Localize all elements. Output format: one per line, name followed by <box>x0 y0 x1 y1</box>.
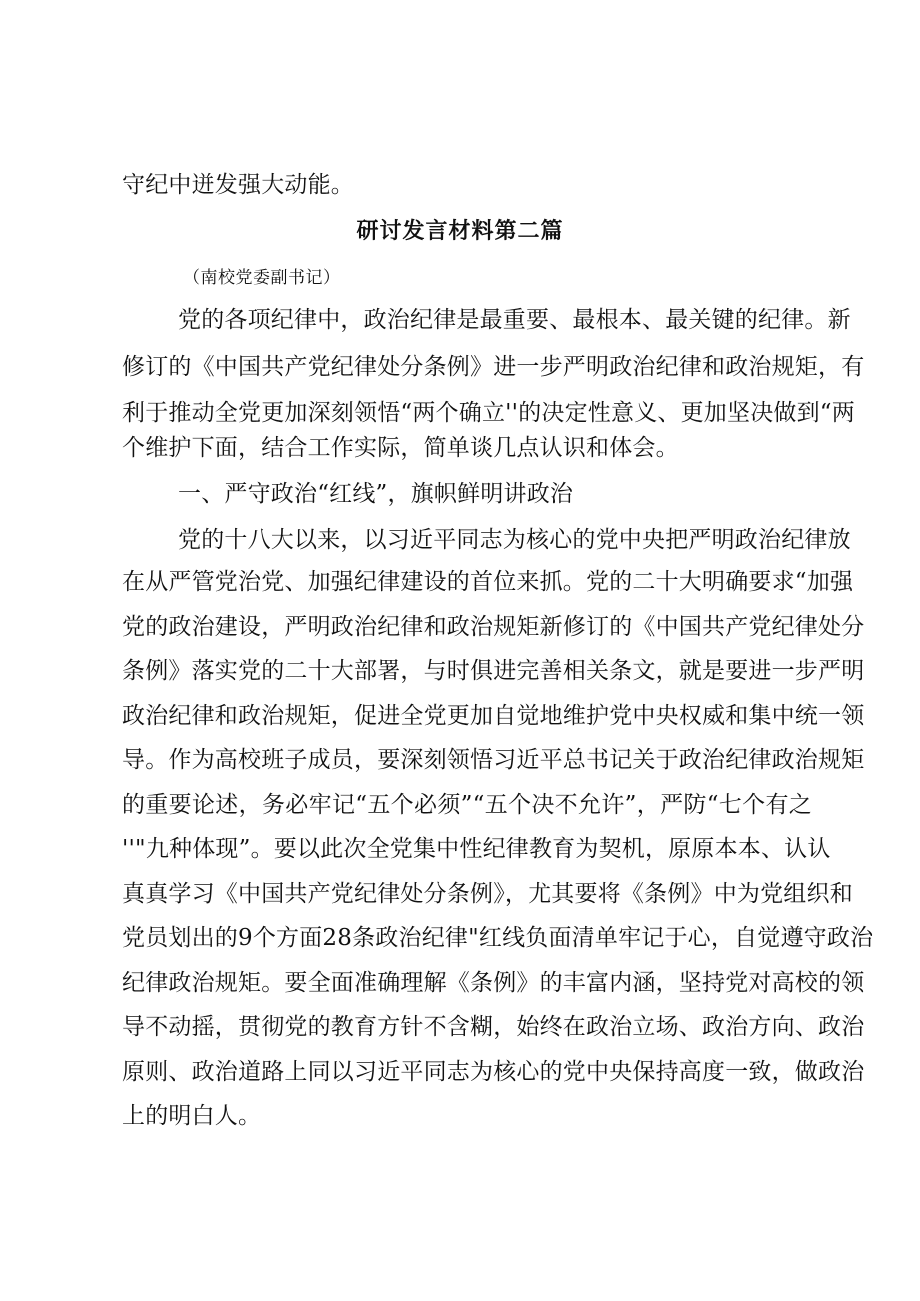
document-title: 研讨发言材料第二篇 <box>356 218 564 244</box>
paragraph-line: 修订的《中国共产党纪律处分条例》进一步严明政治纪律和政治规矩，有 <box>122 354 865 380</box>
section-heading: 一、严守政治“红线”，旗帜鲜明讲政治 <box>178 481 574 507</box>
paragraph-line: 党的政治建设，严明政治纪律和政治规矩新修订的《中国共产党纪律处分 <box>122 614 865 640</box>
paragraph-line: 党的各项纪律中，政治纪律是最重要、最根本、最关键的纪律。新 <box>178 307 851 333</box>
paragraph-line: 上的明白人。 <box>122 1103 262 1129</box>
paragraph-line: 的重要论述，务必牢记“五个必须”“五个决不允许”，严防“七个有之 <box>122 792 812 818</box>
paragraph-line: 纪律政治规矩。要全面准确理解《条例》的丰富内涵，坚持党对高校的领 <box>122 970 865 996</box>
carryover-line: 守纪中迸发强大动能。 <box>122 172 354 198</box>
paragraph-line: 真真学习《中国共产党纪律处分条例》，尤其要将《条例》中为党组织和 <box>122 881 853 907</box>
author-subtitle: （南校党委副书记） <box>183 268 341 288</box>
paragraph-line: 导不动摇，贯彻党的教育方针不含糊，始终在政治立场、政治方向、政治 <box>122 1014 865 1040</box>
paragraph-line: 个维护下面，结合工作实际，简单谈几点认识和体会。 <box>122 435 679 461</box>
paragraph-line: 在从严管党治党、加强纪律建设的首位来抓。党的二十大明确要求“加强 <box>122 569 854 595</box>
paragraph-line: 党的十八大以来，以习近平同志为核心的党中央把严明政治纪律放 <box>178 527 851 553</box>
paragraph-line: 利于推动全党更加深刻领悟“两个确立''的决定性意义、更加坚决做到“两 <box>122 400 855 426</box>
paragraph-line: 原则、政治道路上同以习近平同志为核心的党中央保持高度一致，做政治 <box>122 1059 865 1085</box>
paragraph-line: 政治纪律和政治规矩，促进全党更加自觉地维护党中央权威和集中统一领 <box>122 703 865 729</box>
paragraph-line: ''"九种体现”。要以此次全党集中性纪律教育为契机，原原本本、认认 <box>122 836 831 862</box>
paragraph-line: 党员划出的9个方面28条政治纪律"红线负面清单牢记于心，自觉遵守政治 <box>122 925 874 951</box>
paragraph-line: 条例》落实党的二十大部署，与时俱进完善相关条文，就是要进一步严明 <box>122 658 865 684</box>
paragraph-line: 导。作为高校班子成员，要深刻领悟习近平总书记关于政治纪律政治规矩 <box>122 747 865 773</box>
